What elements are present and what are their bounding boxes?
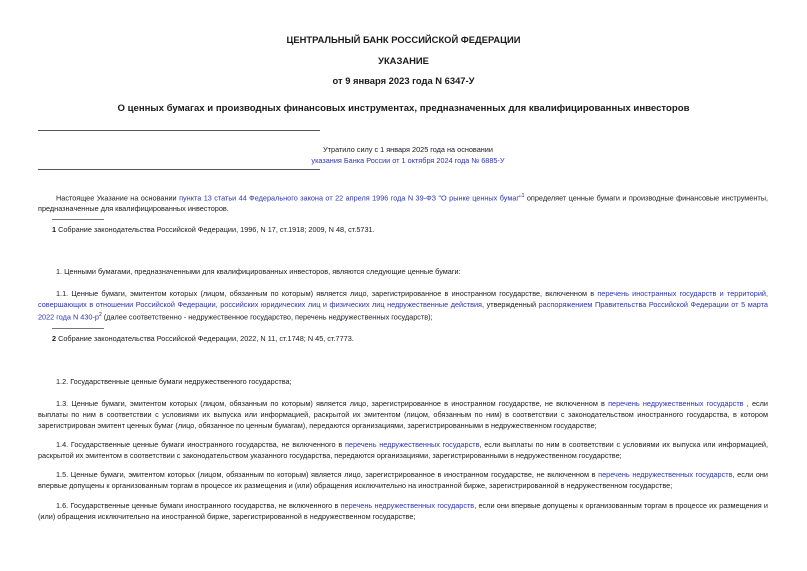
unfriendly-states-link[interactable]: перечень недружественных государств: [344, 440, 480, 449]
p11-text-mid: , утвержденный: [482, 300, 539, 309]
document-type: УКАЗАНИЕ: [378, 55, 429, 66]
intro-text: Настоящее Указание на основании: [56, 193, 180, 203]
footnote-2: [52, 333, 752, 344]
footnote-divider: [52, 219, 104, 220]
law-reference-link[interactable]: пункта 13 статьи 44 Федерального закона от 22 апреля 1996 года N 39-ФЗ "О рынке ценных бумаг": [179, 193, 522, 203]
p14-text: 1.4. Государственные ценные бумаги иностранного государства, не включенного в: [56, 440, 345, 449]
footnote-1: [52, 224, 752, 235]
unfriendly-states-link[interactable]: перечень недружественных государств: [598, 470, 733, 479]
p15-text: 1.5. Ценные бумаги, эмитентом которых (лицом, обязанным по которым) является лицо, зарегистрированное в иностранном государстве, не включенном в: [56, 470, 599, 479]
p13-text-tail: , если выплаты по ним в соответствии с условиями их выпуска или информацией, раскрытой их эмитентом (лицом, обязанным по ним) в соответствии с законодательством иностранного государства, в котором зарегистрирован эмитент ценных бумаг (лицо, обязанное по ценным бумагам), передаются организациями, зарегистрированными в недружественном государстве;: [38, 399, 768, 430]
paragraph-1-1: [38, 288, 768, 322]
document-title: О ценных бумагах и производных финансовых инструментах, предназначенных для квалифицированных инвесторов: [117, 103, 690, 114]
status-link-line: [0, 155, 807, 166]
paragraph-1-4: [38, 439, 768, 461]
p16-text-tail: , если они впервые допущены к организованным торгам в процессе их размещения и (или) обращения исключительно на иностранной бирже, зарегистрированной в недружественном государстве;: [38, 501, 768, 521]
intro-paragraph: [38, 191, 768, 214]
status-note: Утратило силу с 1 января 2025 года на основании: [323, 145, 493, 154]
p14-text-tail: , если выплаты по ним в соответствии с условиями их выпуска или информацией, раскрытой их эмитентом в соответствии с законодательством указанного государства, передаются организациями, зарегистрированными в недружественном государстве;: [38, 440, 768, 460]
footnote-text: Собрание законодательства Российской Федерации, 2022, N 11, ст.1748; N 45, ст.7773.: [56, 334, 354, 343]
paragraph-1-2: 1.2. Государственные ценные бумаги недружественного государства;: [56, 377, 292, 386]
divider: [38, 169, 320, 170]
government-order-link[interactable]: распоряжением Правительства Российской Федерации от 5 марта 2022 года N 430-р: [38, 300, 768, 322]
p16-text: 1.6. Государственные ценные бумаги иностранного государства, не включенного в: [56, 501, 341, 510]
paragraph-1: 1. Ценными бумагами, предназначенными для квалифицированных инвесторов, являются следующие ценные бумаги:: [56, 267, 461, 276]
document-date-number: от 9 января 2023 года N 6347-У: [332, 75, 475, 86]
intro-text-tail: определяет ценные бумаги и производные финансовые инструменты, предназначенные для квалифицированных инвесторов.: [38, 193, 769, 214]
unfriendly-states-link[interactable]: перечень недружественных государств: [608, 399, 744, 408]
p15-text-tail: , если они впервые допущены к организованным торгам в процессе их размещения и (или) обращения исключительно на иностранной бирже, зарегистрированной в недружественном государстве;: [38, 470, 768, 490]
paragraph-1-6: [38, 500, 768, 522]
p13-text: 1.3. Ценные бумаги, эмитентом которых (лицом, обязанным по которым) является лицо, зарегистрированное в иностранном государстве, не включенном в: [56, 399, 609, 408]
p11-text: 1.1. Ценные бумаги, эмитентом которых (лицом, обязанным по которым) является лицо, зарегистрированное в иностранном государстве, включенном в: [56, 289, 598, 298]
unfriendly-states-list-link[interactable]: перечень иностранных государств и территорий, совершающих в отношении Российской Федерации, российских юридических лиц и физических лиц недружественные действия: [38, 289, 769, 309]
footnote-divider: [52, 328, 104, 329]
footnote-mark: 1: [52, 225, 57, 234]
footnote-text: Собрание законодательства Российской Федерации, 1996, N 17, ст.1918; 2009, N 48, ст.5731.: [56, 225, 375, 234]
paragraph-1-3: [38, 398, 768, 431]
footnote-ref[interactable]: 2: [98, 312, 102, 318]
repeal-reference-link[interactable]: указания Банка России от 1 октября 2024 года № 6885-У: [311, 156, 505, 165]
unfriendly-states-link[interactable]: перечень недружественных государств: [340, 501, 475, 510]
divider: [38, 130, 320, 131]
footnote-mark: 2: [52, 334, 57, 343]
issuer-title: ЦЕНТРАЛЬНЫЙ БАНК РОССИЙСКОЙ ФЕДЕРАЦИИ: [286, 34, 521, 45]
p11-text-tail: (далее соответственно - недружественное государство, перечень недружественных государств);: [101, 312, 433, 322]
footnote-ref[interactable]: 1: [521, 193, 525, 199]
paragraph-1-5: [38, 469, 768, 491]
